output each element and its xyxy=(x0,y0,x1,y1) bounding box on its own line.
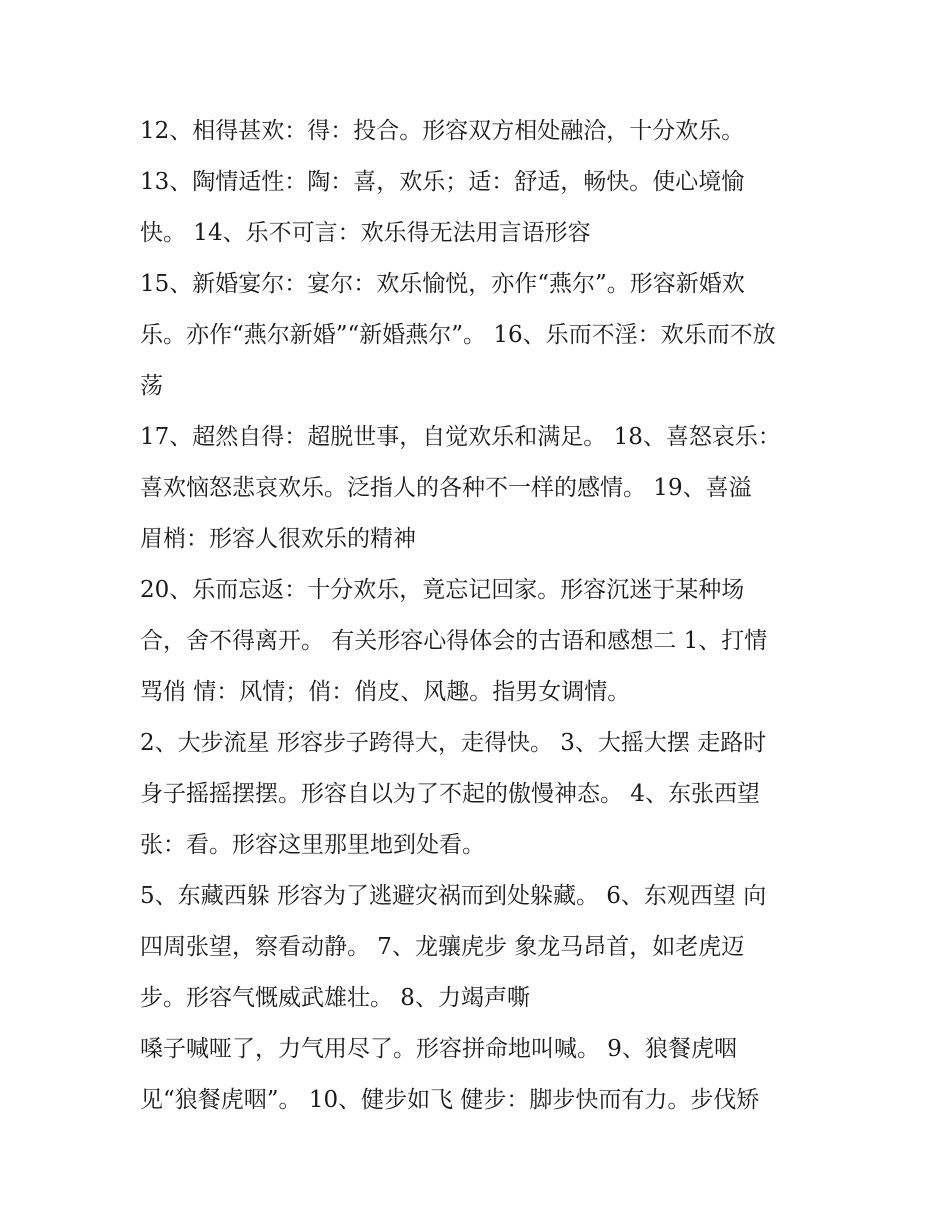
text-line: 骂俏 情：风情；俏：俏皮、风趣。指男女调情。 xyxy=(140,679,631,705)
text-line: 快。 14、乐不可言：欢乐得无法用言语形容 xyxy=(140,220,591,246)
text-line: 17、超然自得：超脱世事，自觉欢乐和满足。 18、喜怒哀乐： xyxy=(140,424,781,450)
text-line: 嗓子喊哑了，力气用尽了。形容拼命地叫喊。 9、狼餐虎咽 xyxy=(140,1036,737,1062)
text-line: 5、东藏西躲 形容为了逃避灾祸而到处躲藏。 6、东观西望 向 xyxy=(140,883,767,909)
text-line: 20、乐而忘返：十分欢乐，竟忘记回家。形容沉迷于某种场 xyxy=(140,577,745,603)
text-line: 眉梢：形容人很欢乐的精神 xyxy=(140,526,416,552)
text-line: 荡 xyxy=(140,373,163,399)
text-line: 12、相得甚欢：得：投合。形容双方相处融洽，十分欢乐。 xyxy=(140,118,745,144)
text-line: 张：看。形容这里那里地到处看。 xyxy=(140,832,485,858)
text-line: 四周张望，察看动静。 7、龙骧虎步 象龙马昂首，如老虎迈 xyxy=(140,934,745,960)
text-line: 步。形容气慨威武雄壮。 8、力竭声嘶 xyxy=(140,985,530,1011)
text-line: 身子摇摇摆摆。形容自以为了不起的傲慢神态。 4、东张西望 xyxy=(140,781,760,807)
text-line: 合，舍不得离开。 有关形容心得体会的古语和感想二 1、打情 xyxy=(140,628,768,654)
text-line: 乐。亦作“燕尔新婚”“新婚燕尔”。 16、乐而不淫：欢乐而不放 xyxy=(140,322,776,348)
text-line: 2、大步流星 形容步子跨得大，走得快。 3、大摇大摆 走路时 xyxy=(140,730,767,756)
text-line: 15、新婚宴尔：宴尔：欢乐愉悦，亦作“燕尔”。形容新婚欢 xyxy=(140,271,745,297)
document-body xyxy=(140,106,840,1126)
text-line: 喜欢恼怒悲哀欢乐。泛指人的各种不一样的感情。 19、喜溢 xyxy=(140,475,752,501)
text-line: 13、陶情适性：陶：喜，欢乐；适：舒适，畅快。使心境愉 xyxy=(140,169,745,195)
text-line: 见“狼餐虎咽”。 10、健步如飞 健步：脚步快而有力。步伐矫 xyxy=(140,1087,760,1113)
